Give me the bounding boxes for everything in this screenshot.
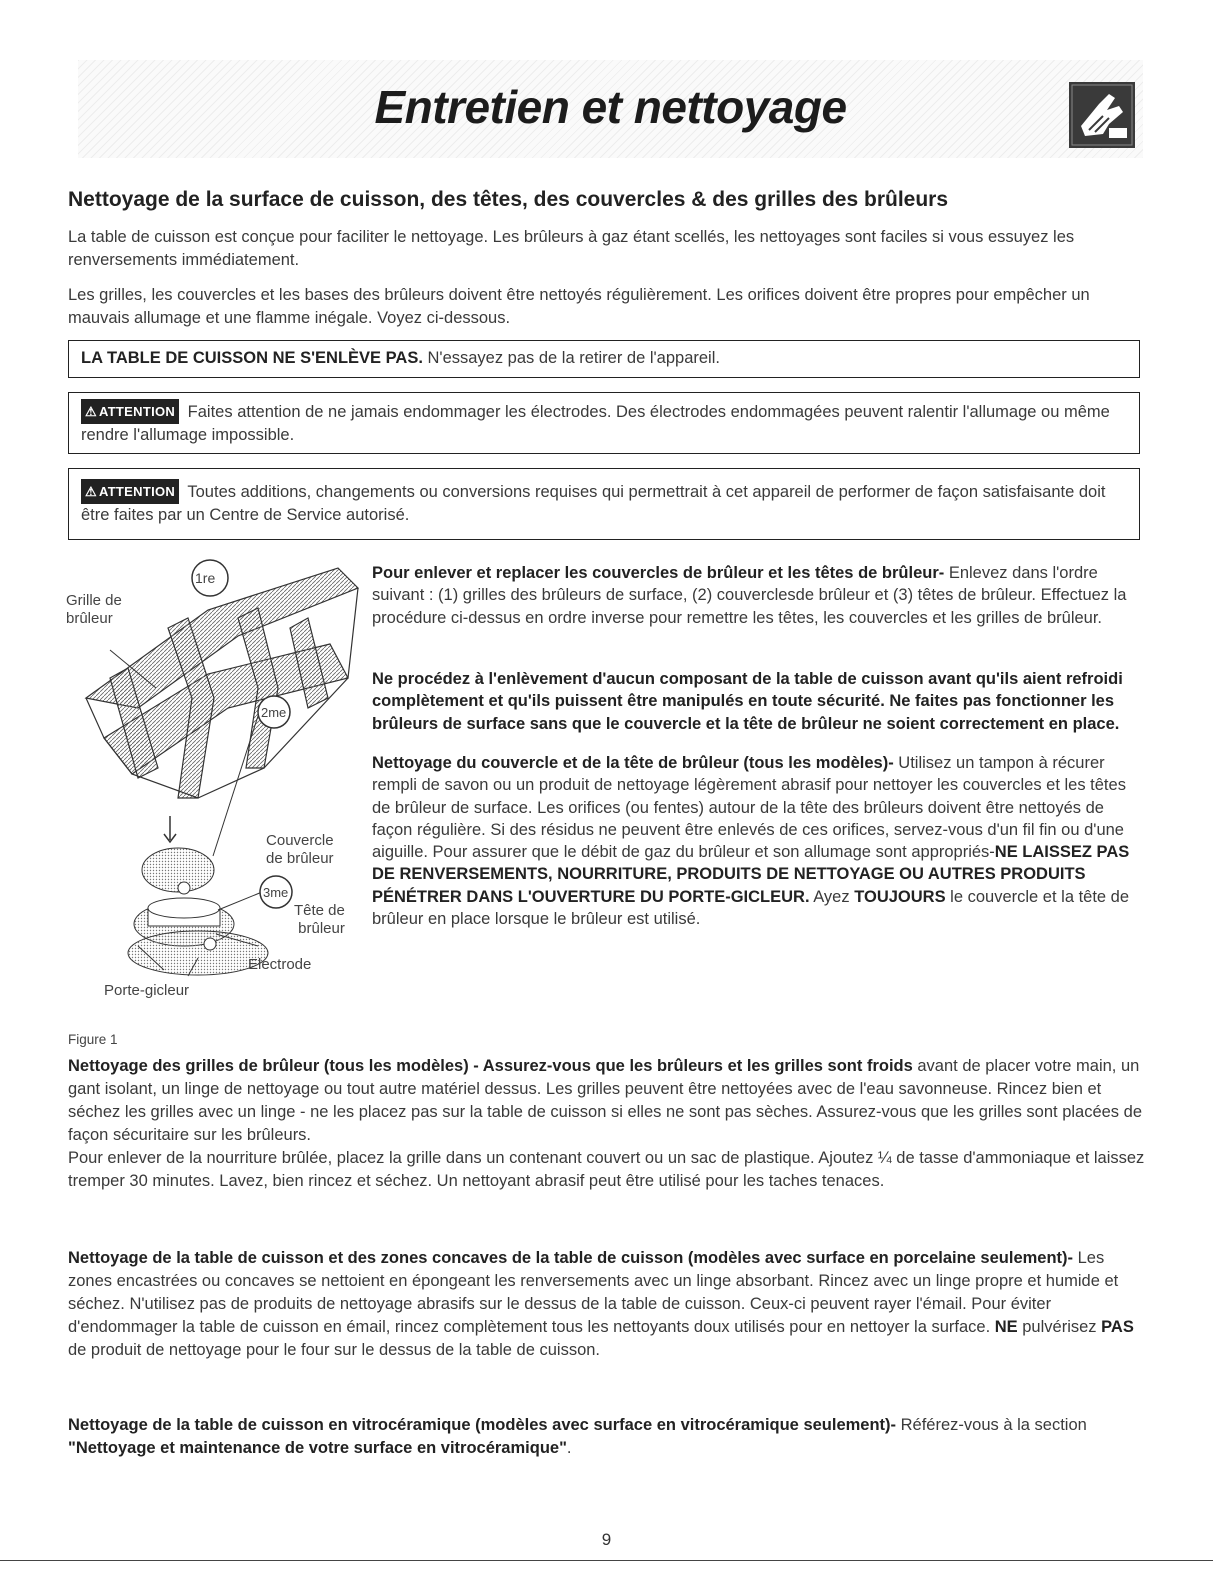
burner-figure	[68, 548, 368, 1008]
intro-paragraph-1: La table de cuisson est conçue pour faciliter le nettoyage. Les brûleurs à gaz étant scellés, les nettoyages sont faciles si vous essuyez les renversements immédiatement.	[68, 228, 1075, 269]
header-banner	[78, 60, 1143, 158]
label-couvercle: Couvercle de brûleur	[266, 832, 334, 867]
safety-paragraph: Ne procédez à l'enlèvement d'aucun composant de la table de cuisson avant qu'ils aient refroidi complètement et qu'ils puissent être manipulés en toute sécurité. Ne faites pas fonctionner les brûleurs de surface sans que le couvercle et la tête de brûleur ne soient correctement en place.	[372, 670, 1123, 733]
grates-cleaning-paragraph: Nettoyage des grilles de brûleur (tous les modèles) - Assurez-vous que les brûleurs et les grilles sont froids avant de placer votre main, un gant isolant, un linge de nettoyage ou tout autre matériel dessus. Les grilles peuvent être nettoyées avec de l'eau savonneuse. Rincez bien et séchez les grilles avec un linge - ne les placez pas sur la table de cuisson si elles ne sont pas sèches. Assurez-vous que les grilles sont placées de façon sécuritaire sur les brûleurs. Pour enlever de la nourriture brûlée, placez la grille dans un contenant couvert ou un sac de plastique. Ajoutez ¼ de tasse d'ammoniaque et laissez tremper 30 minutes. Lavez, bien rincez et séchez. Un nettoyant abrasif peut être utilisé pour les taches tenaces.	[68, 1057, 1145, 1190]
warning-text: Faites attention de ne jamais endommager les électrodes. Des électrodes endommagées peuvent ralentir l'allumage ou même rendre l'allumage impossible.	[81, 403, 1110, 444]
label-porte-gicleur: Porte-gicleur	[104, 982, 190, 999]
section-title: Nettoyage de la surface de cuisson, des têtes, des couvercles & des grilles des brûleurs	[68, 188, 949, 211]
page-number: 9	[601, 1530, 612, 1549]
glove-cleaning-icon	[1069, 82, 1135, 148]
attention-badge: ⚠ ATTENTION	[81, 399, 179, 424]
warning-box-service	[68, 468, 1140, 540]
warning-text: Toutes additions, changements ou conversions requises qui permettrait à cet appareil de performer de façon satisfaisante doit être faites par un Centre de Service autorisé.	[81, 483, 1106, 524]
step-1-label: 1re	[195, 570, 216, 586]
attention-badge: ⚠ ATTENTION	[81, 479, 179, 504]
intro-paragraph-2: Les grilles, les couvercles et les bases des brûleurs doivent être nettoyés régulièrement. Les orifices doivent être propres pour empêcher un mauvais allumage et une flamme inégale. Voyez ci-dessous.	[68, 286, 1090, 327]
notice-text: N'essayez pas de la retirer de l'appareil.	[422, 349, 720, 367]
bottom-rule	[0, 1560, 1213, 1561]
notice-bold: LA TABLE DE CUISSON NE S'ENLÈVE PAS.	[81, 349, 423, 367]
vitroceramic-paragraph: Nettoyage de la table de cuisson en vitrocéramique (modèles avec surface en vitrocéramique seulement)- Référez-vous à la section "Nettoyage et maintenance de votre surface en vitrocéramique".	[68, 1416, 1087, 1457]
page-header-title: Entretien et nettoyage	[374, 81, 847, 133]
label-tete: Tête de brûleur	[294, 902, 345, 937]
label-grille: Grille de brûleur	[66, 592, 122, 627]
step-2-label: 2me	[261, 705, 287, 720]
burner-grate	[86, 568, 358, 798]
notice-box	[68, 340, 1140, 378]
remove-replace-paragraph: Pour enlever et replacer les couvercles de brûleur et les têtes de brûleur- Enlevez dans l'ordre suivant : (1) grilles des brûleurs de surface, (2) couverclesde brûleur et (3) têtes de brûleur. Effectuez la procédure ci-dessus en ordre inverse pour remettre les têtes, les couvercles et les grilles de brûleur.	[372, 564, 1127, 627]
warning-box-electrodes	[68, 392, 1140, 454]
warning-triangle-icon: ⚠	[85, 484, 97, 499]
porcelain-cleaning-paragraph: Nettoyage de la table de cuisson et des zones concaves de la table de cuisson (modèles avec surface en porcelaine seulement)- Les zones encastrées ou concaves se nettoient en épongeant les renversements avec un linge absorbant. Rincez avec un linge propre et humide et séchez. N'utilisez pas de produits de nettoyage abrasifs sur le dessus de la table de cuisson. Ceux-ci peuvent rayer l'émail. Pour éviter d'endommager la table de cuisson en émail, rincez complètement tous les nettoyants doux utilisés pour en nettoyer la surface. NE pulvérisez PAS de produit de nettoyage pour le four sur le dessus de la table de cuisson.	[68, 1249, 1134, 1359]
warning-triangle-icon: ⚠	[85, 404, 97, 419]
figure-caption: Figure 1	[68, 1032, 118, 1047]
cap-head-cleaning-paragraph: Nettoyage du couvercle et de la tête de brûleur (tous les modèles)- Utilisez un tampon à récurer rempli de savon ou un produit de nettoyage légèrement abrasif pour nettoyer les couvercles et les têtes de brûleur de surface. Les orifices (ou fentes) autour de la tête des brûleurs doivent être nettoyés de façon régulière. Si des résidus ne peuvent être enlevés de ces orifices, servez-vous d'un fil fin ou d'une aiguille. Pour assurer que le débit de gaz du brûleur et son allumage sont appropriés-NE LAISSEZ PAS DE RENVERSEMENTS, NOURRITURE, PRODUITS DE NETTOYAGE OU AUTRES PRODUITS PÉNÉTRER DANS L'OUVERTURE DU PORTE-GICLEUR. Ayez TOUJOURS le couvercle et la tête de brûleur en place lorsque le brûleur est utilisé.	[372, 754, 1130, 929]
step-3-label: 3me	[263, 885, 289, 900]
label-electrode: Electrode	[248, 956, 312, 973]
